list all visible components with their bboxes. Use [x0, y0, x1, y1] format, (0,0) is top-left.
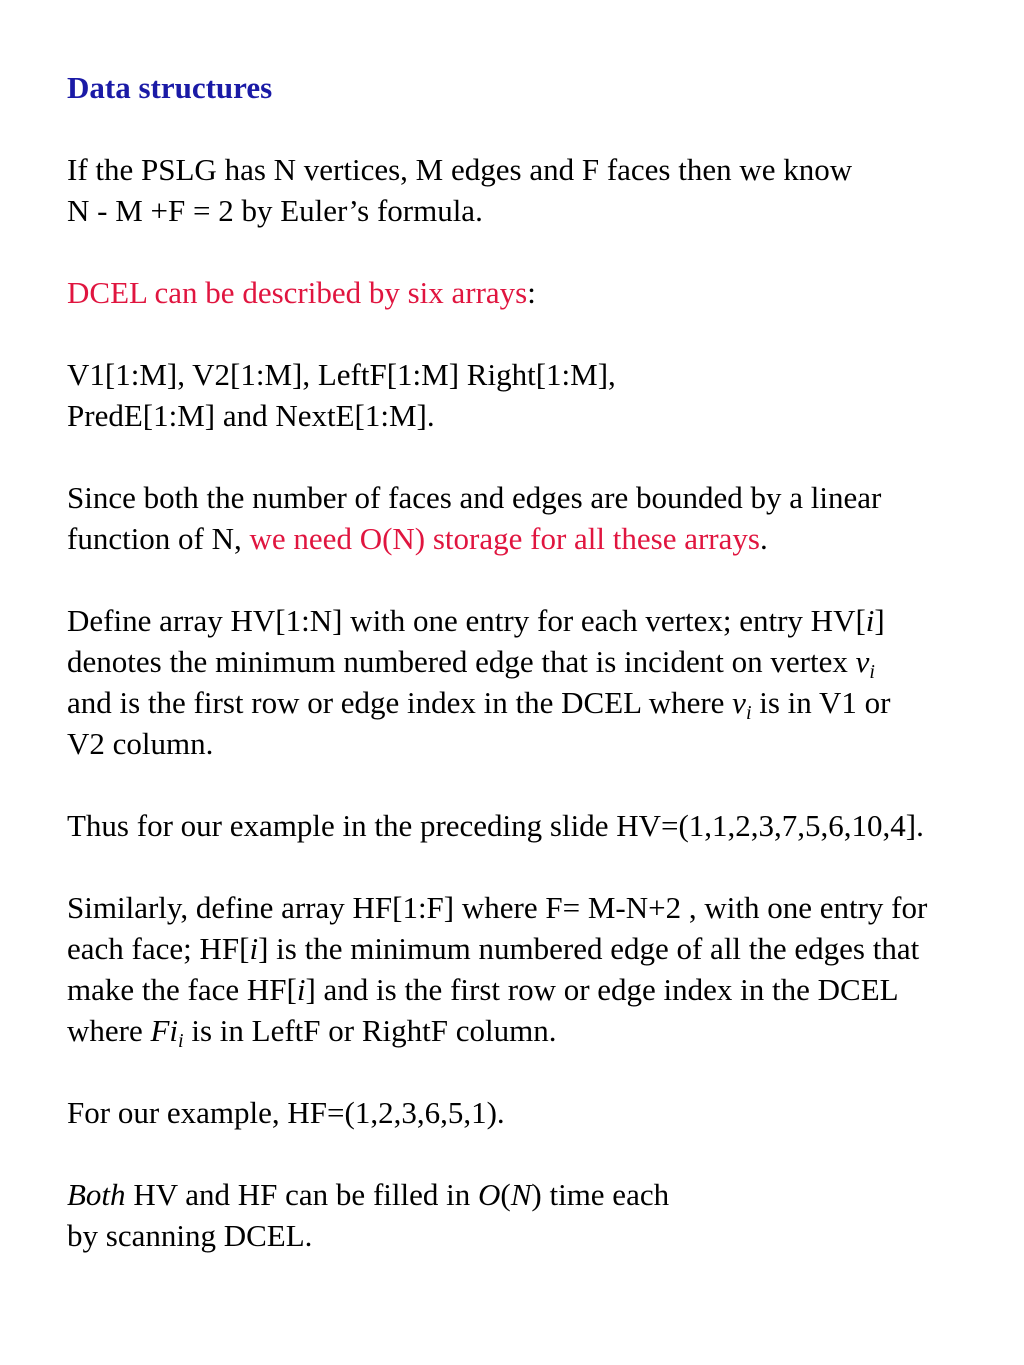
storage-line-2 — [67, 518, 768, 559]
hf-definition-line-1: Similarly, define array HF[1:F] where F= M-N+2 , with one entry for — [67, 890, 928, 925]
page-title: Data structures — [67, 70, 273, 105]
vertex-v-2: v — [732, 685, 746, 720]
dcel-arrays-red-text: DCEL can be described by six arrays — [67, 275, 528, 310]
hf-line-4-text: where — [67, 1013, 151, 1048]
both-word: Both — [67, 1177, 126, 1212]
dcel-arrays-colon: : — [527, 275, 536, 310]
hf-definition-line-3 — [67, 969, 899, 1010]
fill-time-line-2: by scanning DCEL. — [67, 1218, 313, 1253]
dcel-arrays-heading — [67, 272, 536, 313]
euler-intro-line-2: N - M +F = 2 by Euler’s formula. — [67, 193, 483, 228]
hv-index-i: i — [865, 603, 875, 638]
hv-definition-line-2 — [67, 641, 875, 682]
hv-line-1-text: Define array HV[1:N] with one entry for each vertex; entry HV[ — [67, 603, 866, 638]
hf-line-3-tail: ] and is the first row or edge index in the DCEL — [305, 972, 899, 1007]
hf-definition-line-4 — [67, 1010, 556, 1051]
hf-example-line: For our example, HF=(1,2,3,6,5,1). — [67, 1095, 505, 1130]
storage-line-1: Since both the number of faces and edges are bounded by a linear — [67, 480, 882, 515]
face-fi: Fi — [150, 1013, 179, 1048]
vertex-subscript-i-2: i — [745, 702, 752, 724]
face-subscript-i: i — [178, 1030, 184, 1052]
hv-definition-line-3 — [67, 682, 890, 723]
vertex-v: v — [855, 644, 870, 679]
hf-line-3-text: make the face HF[ — [67, 972, 297, 1007]
hf-line-2-tail: ] is the minimum numbered edge of all the edges that — [258, 931, 920, 966]
hv-line-1-bracket: ] — [874, 603, 885, 638]
vertex-subscript-i: i — [869, 661, 875, 683]
hf-index-i-2: i — [296, 972, 306, 1007]
hv-definition-line-1 — [67, 600, 885, 641]
fill-time-line-1 — [67, 1174, 669, 1215]
big-o: O — [477, 1177, 501, 1212]
fill-time-text: HV and HF can be filled in — [125, 1177, 478, 1212]
storage-line-2-suffix: . — [759, 521, 768, 556]
fill-time-tail: ) time each — [531, 1177, 670, 1212]
hf-definition-line-2 — [67, 928, 919, 969]
hv-definition-line-4: V2 column. — [67, 726, 214, 761]
array-list-line-2: PredE[1:M] and NextE[1:M]. — [67, 398, 435, 433]
hf-line-4-tail: is in LeftF or RightF column. — [183, 1013, 557, 1048]
array-list-line-1: V1[1:M], V2[1:M], LeftF[1:M] Right[1:M], — [67, 357, 616, 392]
hv-line-2-text: denotes the minimum numbered edge that is incident on vertex — [67, 644, 856, 679]
euler-intro-line-1: If the PSLG has N vertices, M edges and F faces then we know — [67, 152, 853, 187]
big-n: N — [510, 1177, 532, 1212]
storage-line-2-prefix: function of N, — [67, 521, 250, 556]
hv-line-3-text: and is the first row or edge index in the DCEL where — [67, 685, 733, 720]
open-paren: ( — [500, 1177, 511, 1212]
hv-line-3-tail: is in V1 or — [751, 685, 891, 720]
storage-line-2-red: we need O(N) storage for all these arrays — [249, 521, 760, 556]
hv-example-line: Thus for our example in the preceding slide HV=(1,1,2,3,7,5,6,10,4]. — [67, 808, 924, 843]
hf-index-i: i — [249, 931, 259, 966]
hf-line-2-text: each face; HF[ — [67, 931, 250, 966]
